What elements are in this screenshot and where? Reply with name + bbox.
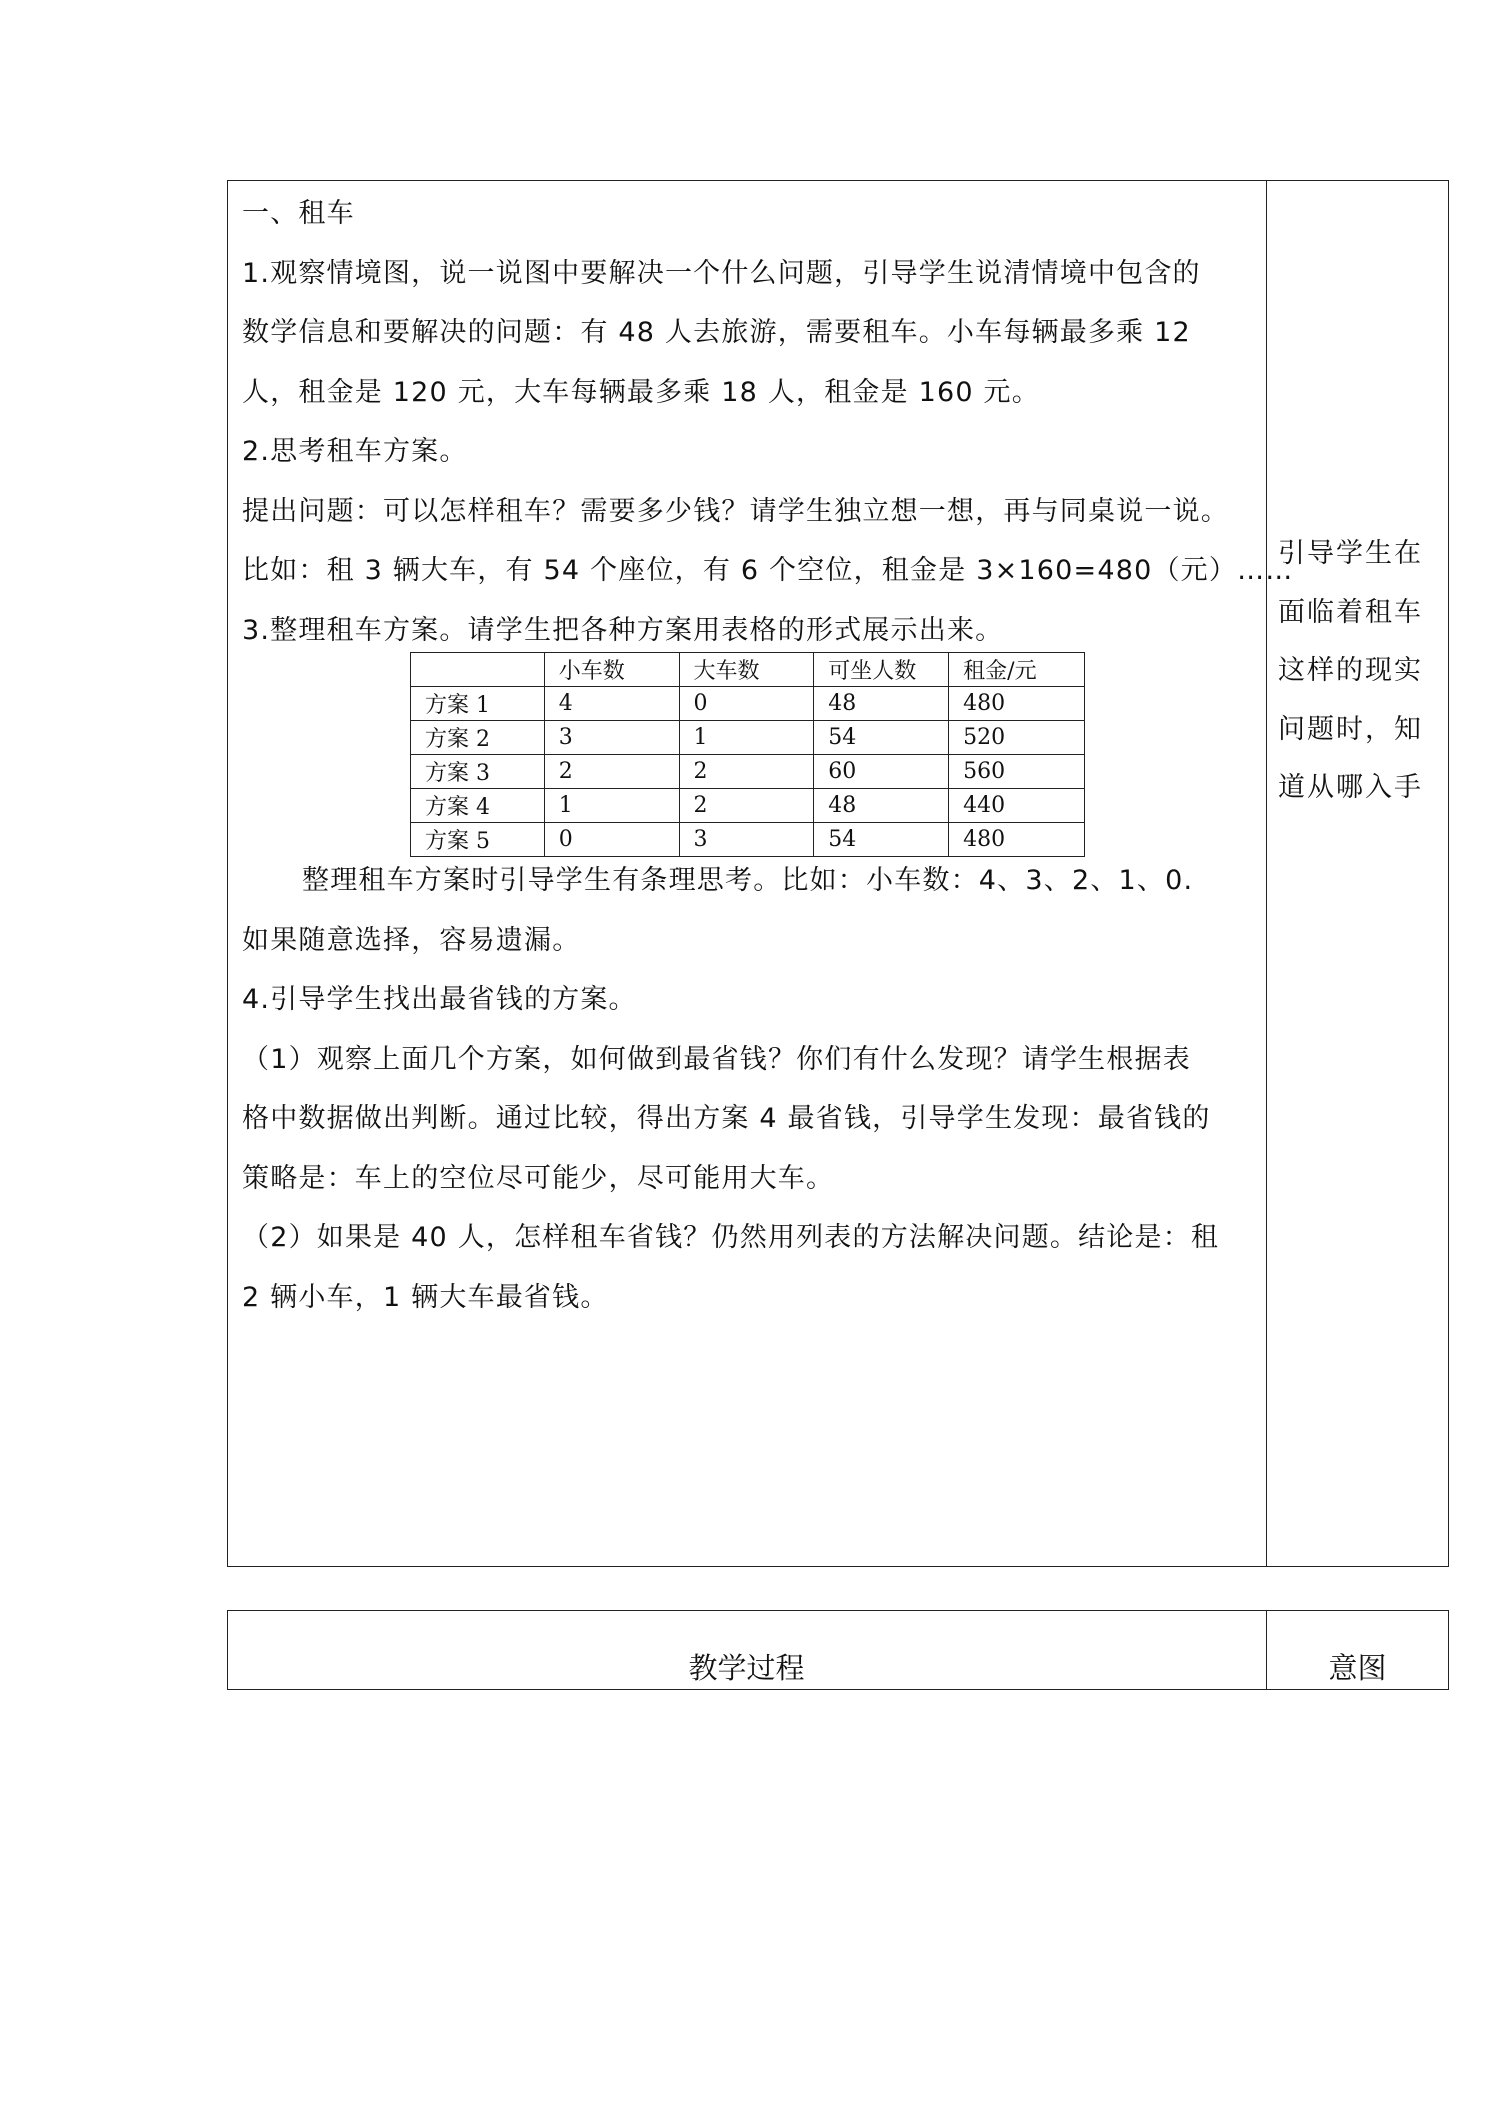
table-header-cell: 小车数 bbox=[544, 653, 679, 687]
step-4-heading: 4.引导学生找出最省钱的方案。 bbox=[242, 984, 637, 1015]
table-cell: 60 bbox=[814, 755, 949, 789]
step-2-heading: 2.思考租车方案。 bbox=[242, 436, 468, 467]
table-cell: 3 bbox=[544, 721, 679, 755]
table-header-cell: 可坐人数 bbox=[814, 653, 949, 687]
step-1-line-1: 1.观察情境图，说一说图中要解决一个什么问题，引导学生说清情境中包含的 bbox=[242, 257, 1201, 289]
table-row bbox=[411, 789, 1085, 823]
table-cell: 方案 4 bbox=[411, 789, 545, 823]
intent-line: 道从哪入手 bbox=[1278, 772, 1423, 803]
table-cell: 方案 2 bbox=[411, 721, 545, 755]
step-2-question: 提出问题：可以怎样租车？需要多少钱？请学生独立想一想，再与同桌说一说。 bbox=[242, 495, 1229, 527]
table-cell: 0 bbox=[544, 823, 679, 857]
table-cell: 4 bbox=[544, 687, 679, 721]
table-header-cell: 大车数 bbox=[679, 653, 814, 687]
table-row bbox=[411, 755, 1085, 789]
step-1-line-3: 人，租金是 120 元，大车每辆最多乘 18 人，租金是 160 元。 bbox=[242, 376, 1040, 408]
table-cell: 520 bbox=[949, 721, 1085, 755]
table-cell: 方案 5 bbox=[411, 823, 545, 857]
table-cell: 480 bbox=[949, 687, 1085, 721]
step-4-part-1-line-2: 格中数据做出判断。通过比较，得出方案 4 最省钱，引导学生发现：最省钱的 bbox=[242, 1103, 1211, 1134]
teaching-process-content bbox=[242, 184, 1294, 660]
table-cell: 1 bbox=[679, 721, 814, 755]
table-cell: 560 bbox=[949, 755, 1085, 789]
table-header-row bbox=[411, 653, 1085, 687]
table-cell: 48 bbox=[814, 789, 949, 823]
table-header-cell: 租金/元 bbox=[949, 653, 1085, 687]
table-cell: 1 bbox=[544, 789, 679, 823]
table-cell: 440 bbox=[949, 789, 1085, 823]
table-cell: 2 bbox=[679, 789, 814, 823]
table-header-cell bbox=[411, 653, 545, 687]
teaching-process-label: 教学过程 bbox=[688, 1651, 805, 1685]
table-cell: 54 bbox=[814, 823, 949, 857]
table-row bbox=[411, 721, 1085, 755]
step-4-part-1-line-3: 策略是：车上的空位尽可能少，尽可能用大车。 bbox=[242, 1162, 835, 1194]
step-4-part-1-line-1: （1）观察上面几个方案，如何做到最省钱？你们有什么发现？请学生根据表 bbox=[242, 1043, 1191, 1075]
table-cell: 2 bbox=[679, 755, 814, 789]
table-cell: 0 bbox=[679, 687, 814, 721]
intent-line: 面临着租车 bbox=[1278, 596, 1423, 628]
section-heading: 一、租车 bbox=[242, 198, 355, 229]
intent-line: 问题时，知 bbox=[1278, 713, 1423, 745]
table-explanation-line-1: 整理租车方案时引导学生有条理思考。比如：小车数：4、3、2、1、0. bbox=[302, 865, 1194, 896]
intent-content bbox=[1278, 525, 1438, 818]
step-3-heading: 3.整理租车方案。请学生把各种方案用表格的形式展示出来。 bbox=[242, 614, 1004, 646]
step-4-part-2-line-1: （2）如果是 40 人，怎样租车省钱？仍然用列表的方法解决问题。结论是：租 bbox=[242, 1222, 1220, 1253]
table-cell: 54 bbox=[814, 721, 949, 755]
step-2-example: 比如：租 3 辆大车，有 54 个座位，有 6 个空位，租金是 3×160=480（元）…… bbox=[242, 555, 1294, 586]
table-cell: 方案 1 bbox=[411, 687, 545, 721]
step-1-line-2: 数学信息和要解决的问题：有 48 人去旅游，需要租车。小车每辆最多乘 12 bbox=[242, 317, 1191, 348]
table-explanation-line-2: 如果随意选择，容易遗漏。 bbox=[242, 924, 581, 956]
table-row bbox=[411, 687, 1085, 721]
step-4-part-2-line-2: 2 辆小车，1 辆大车最省钱。 bbox=[242, 1281, 609, 1313]
teaching-process-continued bbox=[242, 851, 1254, 1327]
lesson-table-column-divider bbox=[1266, 180, 1267, 1567]
table-cell: 2 bbox=[544, 755, 679, 789]
rental-plan-table bbox=[410, 652, 1085, 857]
intent-label: 意图 bbox=[1328, 1651, 1387, 1685]
intent-line: 引导学生在 bbox=[1278, 538, 1423, 569]
table-cell: 480 bbox=[949, 823, 1085, 857]
intent-line: 这样的现实 bbox=[1278, 655, 1423, 686]
table-cell: 48 bbox=[814, 687, 949, 721]
table-cell: 方案 3 bbox=[411, 755, 545, 789]
table-cell: 3 bbox=[679, 823, 814, 857]
